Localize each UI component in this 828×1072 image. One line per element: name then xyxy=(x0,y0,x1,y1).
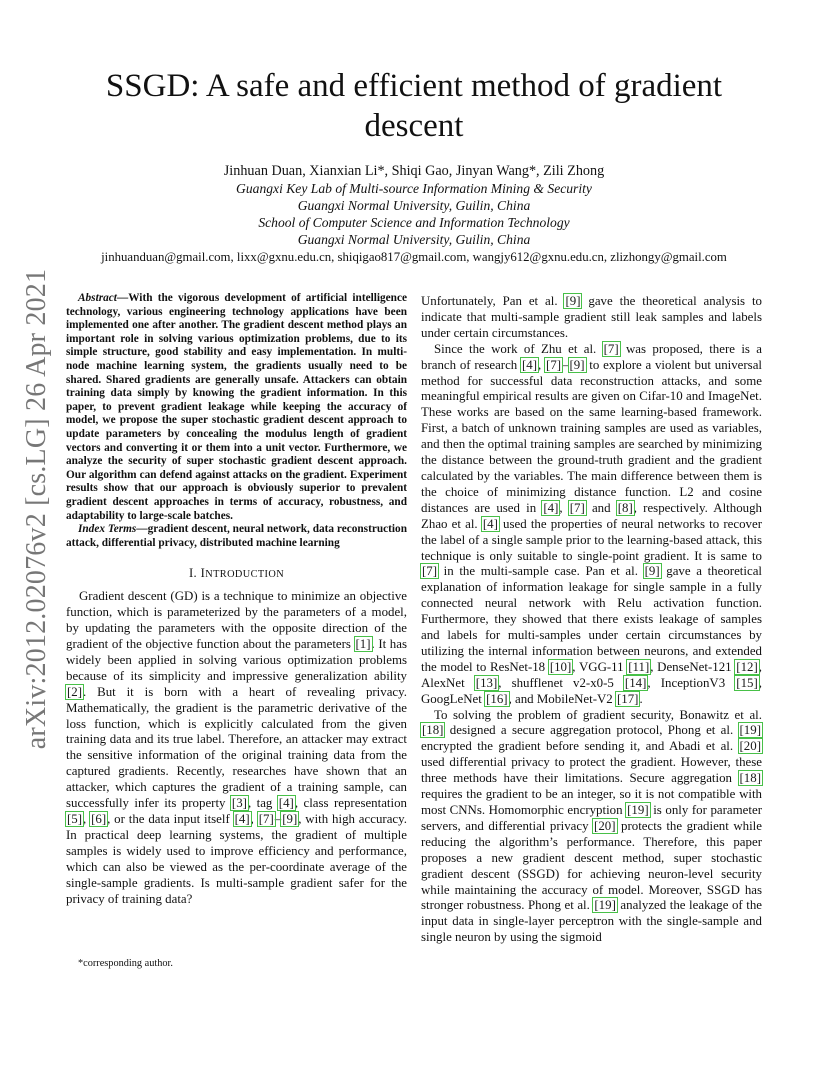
citation-2[interactable]: [2] xyxy=(67,684,83,699)
citation-18[interactable]: [18] xyxy=(422,723,444,738)
abstract xyxy=(66,292,407,523)
author-block xyxy=(66,163,762,266)
citation-11[interactable]: [11] xyxy=(628,659,650,674)
citation-4e[interactable]: [4] xyxy=(482,516,498,531)
citation-7d[interactable]: [7] xyxy=(569,500,585,515)
citation-5[interactable]: [5] xyxy=(67,811,83,826)
affiliation-1: Guangxi Key Lab of Multi-source Information Mining & Security xyxy=(236,181,592,196)
footnote: *corresponding author. xyxy=(78,958,173,969)
arxiv-stamp-text: arXiv:2012.02076v2 [cs.LG] 26 Apr 2021 xyxy=(21,268,52,750)
citation-9b[interactable]: [9] xyxy=(565,294,581,308)
citation-8[interactable]: [8] xyxy=(617,500,633,515)
citation-19[interactable]: [19] xyxy=(739,723,761,738)
section-heading: I. INTRODUCTION xyxy=(188,566,285,581)
citation-13[interactable]: [13] xyxy=(475,675,498,690)
citation-9[interactable]: [9] xyxy=(282,811,298,826)
citation-4[interactable]: [4] xyxy=(278,796,294,811)
affiliation-2: Guangxi Normal University, Guilin, China xyxy=(297,198,531,213)
citation-17[interactable]: [17] xyxy=(616,691,639,706)
citation-9c[interactable]: [9] xyxy=(569,357,585,372)
citation-19c[interactable]: [19] xyxy=(594,898,616,913)
affiliation-4: Guangxi Normal University, Guilin, China xyxy=(297,232,531,247)
citation-7c[interactable]: [7] xyxy=(546,357,562,372)
citation-9d[interactable]: [9] xyxy=(644,564,660,579)
citation-12[interactable]: [12] xyxy=(736,659,758,674)
citation-6[interactable]: [6] xyxy=(91,811,107,826)
citation-7e[interactable]: [7] xyxy=(422,564,438,579)
left-column xyxy=(66,292,407,907)
citation-14[interactable]: [14] xyxy=(624,675,647,690)
citation-7[interactable]: [7] xyxy=(258,811,274,826)
citation-15[interactable]: [15] xyxy=(736,675,758,690)
right-paragraph-1: Unfortunately, Pan et al. [9] gave the theoretical analysis to indicate that multi-sample gradient still leak samples and labels under certain circumstances. xyxy=(421,294,762,340)
citation-16[interactable]: [16] xyxy=(486,691,508,706)
citation-10[interactable]: [10] xyxy=(549,659,572,674)
intro-paragraph-1: Gradient descent (GD) is a technique to minimize an objective function, which is parameterized by the parameters of a model, by updating the parameters with the opposite direction of the gradient of the objective function about the parameters [1]. It has widely been applied in solving various optimization problems because of its simplicity and impressive generalization ability [2]. But it is born with a heart of revealing privacy. Mathematically, the gradient is the parametric derivative of the loss function, which is explicitly calculated from the given training data and its true label. Therefore, an attacker may extract the sensitive information of the original training data from the captured gradients. Recently, researches have shown that an attacker, which captures the gradient of a training sample, can successfully infer its property [3], tag [4], class representation [5], [6], or the data input itself [4], [7]–[9], with high accuracy. In practical deep learning systems, the gradient of multiple samples is widely used to improve efficiency and performance, which can also be viewed as the per-coordinate average of the single-sample gradients. Is multi-sample gradient safer for the privacy of training data? xyxy=(66,589,407,906)
citation-4c[interactable]: [4] xyxy=(522,357,538,372)
abstract-label: Abstract xyxy=(78,292,117,304)
citation-4d[interactable]: [4] xyxy=(543,500,559,515)
citation-20b[interactable]: [20] xyxy=(594,818,616,833)
right-column xyxy=(421,294,762,946)
author-list: Jinhuan Duan, Xianxian Li*, Shiqi Gao, Jinyan Wang*, Zili Zhong xyxy=(223,163,605,179)
citation-19b[interactable]: [19] xyxy=(627,803,649,817)
p1-text-a: Gradient descent (GD) is a technique to minimize an objective function, which is parameterized by the parameters of a model, by updating the parameters with the opposite direction of the gradient of the objective function about the parameters xyxy=(66,589,407,651)
citation-18b[interactable]: [18] xyxy=(739,771,761,786)
affiliation-3: School of Computer Science and Information Technology xyxy=(258,215,570,230)
index-terms-label: Index Terms xyxy=(78,523,137,536)
paper-title: SSGD: A safe and efficient method of gradient descent xyxy=(105,68,723,144)
right-paragraph-2: Since the work of Zhu et al. [7] was proposed, there is a branch of research [4], [7]–[9] to explore a violent but universal method for successful data reconstruction attacks, and some meaningful empirical results are given on Cifar-10 and ImageNet. These works are based on the same learning-based framework. First, a batch of unknown training samples are used as variables, and then the optimal training samples are searched by minimizing the distance between the ground-truth gradient and the gradient calculated by the variables. The main difference between them is the choice of minimizing distance function. L2 and cosine distances are used in [4], [7] and [8], respectively. Although Zhao et al. [4] used the properties of neural networks to recover the label of a single sample prior to the learning-based attack, this technique is only suitable to single-point gradient. It is same to [7] in the multi-sample case. Pan et al. [9] gave a theoretical explanation of information leakage for single sample in a fully connected neural network with Relu activation function. Furthermore, they showed that there exists leakage of samples and labels for multi-samples under certain circumstances by utilizing the internal information between neurons, and extended the model to ResNet-18 [10], VGG-11 [11], DenseNet-121 [12], AlexNet [13], shufflenet v2-x0-5 [14], InceptionV3 [15], GoogLeNet [16], and MobileNet-V2 [17]. xyxy=(421,341,762,706)
abstract-text: —With the vigorous development of artificial intelligence technology, various engineering technology applications have been implemented one after another. The gradient descent method plays an important role in solving various optimization problems, due to its simple structure, good stability and easy implementation. In multi-node machine learning system, the gradients usually need to be shared. Shared gradients are generally unsafe. Attackers can obtain training data simply by knowing the gradient information. In this paper, to prevent gradient leakage while keeping the accuracy of model, we propose the super stochastic gradient descent approach to update parameters by concealing the modulus length of gradient vectors and converting it or them into a unit vector. Furthermore, we analyze the security of super stochastic gradient descent approach. Our algorithm can defend against attacks on the gradient. Experiment results show that our approach is obviously superior to prevalent gradient descent approaches in terms of accuracy, robustness, and adaptability to large-scale batches. xyxy=(66,292,407,522)
index-terms xyxy=(66,523,407,550)
citation-7b[interactable]: [7] xyxy=(603,341,619,356)
index-terms-text: —gradient descent, neural network, data reconstruction attack, differential privacy, distributed machine learning xyxy=(66,523,407,549)
citation-3[interactable]: [3] xyxy=(231,796,247,811)
arxiv-stamp xyxy=(21,268,52,750)
citation-4b[interactable]: [4] xyxy=(234,811,250,826)
citation-20[interactable]: [20] xyxy=(739,739,761,754)
author-emails: jinhuanduan@gmail.com, lixx@gxnu.edu.cn, shiqigao817@gmail.com, wangjy612@gxnu.edu.cn, zlizhongy@gmail.com xyxy=(101,250,727,264)
right-paragraph-3: To solving the problem of gradient security, Bonawitz et al. [18] designed a secure aggregation protocol, Phong et al. [19] encrypted the gradient before sending it, and Abadi et al. [20] used differential privacy to protect the gradient. However, these three methods have their limitations. Secure aggregation [18] requires the gradient to be an integer, so it is not compatible with most CNNs. Homomorphic encryption [19] is only for parameter servers, and differential privacy [20] protects the gradient while reducing the algorithm’s performance. Therefore, this paper proposes a new gradient descent method, super stochastic gradient descent (SSGD) for achieving neuron-level security while maintaining the accuracy of model. Moreover, SSGD has stronger robustness. Phong et al. [19] analyzed the leakage of the input data in single-layer perceptron with the single-sample and single neuron by using the sigmoid xyxy=(421,707,762,945)
citation-1[interactable]: [1] xyxy=(355,637,371,651)
